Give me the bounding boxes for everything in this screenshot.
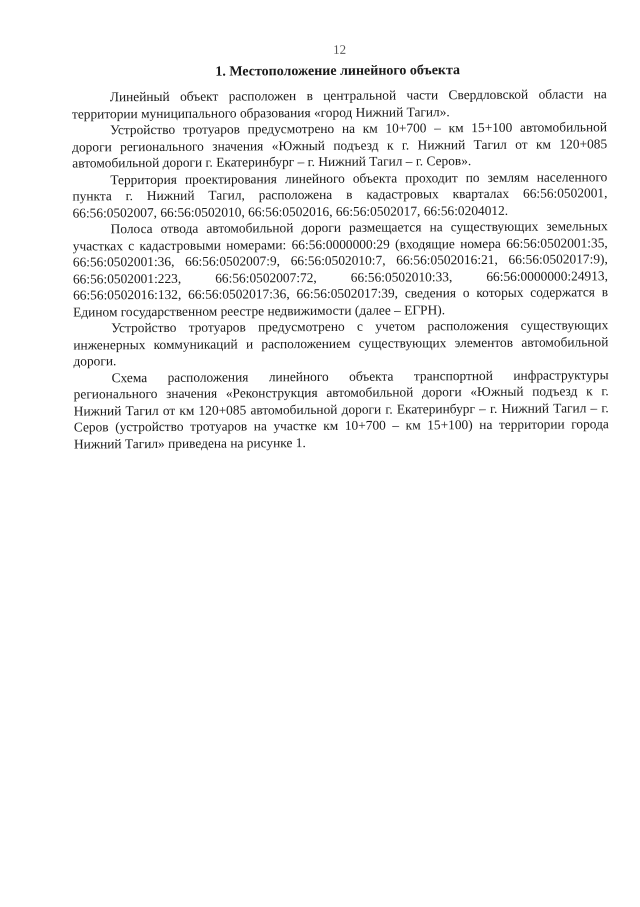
paragraph-utilities: Устройство тротуаров предусмотрено с учетом расположения существующих инженерных коммуникаций и расположением существующих элементов автомобильной дороги. [73, 317, 609, 369]
paragraph-right-of-way: Полоса отвода автомобильной дороги размещается на существующих земельных участках с кадастровыми номерами: 66:56:0000000:29 (входящие номера 66:56:0502001:35, 66:56:0502001:36, 66:56:0502007:9, 66:56:0502010:7, 66:56:0502016:21, 66:56:0502017:9), 66:56:0502001:223, 66:56:0502007:72, 66:56:0502010:33, 66:56:0000000:24913, 66:56:0502016:132, 66:56:0502017:36, 66:56:0502017:39, сведения о которых содержатся в Едином государственном реестре недвижимости (далее – ЕГРН). [72, 218, 609, 320]
body-text [72, 86, 609, 452]
paragraph-location: Линейный объект расположен в центральной части Свердловской области на территории муниципального образования «город Нижний Тагил». [71, 86, 607, 122]
paragraph-territory: Территория проектирования линейного объекта проходит по землям населенного пункта г. Нижний Тагил, расположена в кадастровых кварталах 66:56:0502001, 66:56:0502007, 66:56:0502010, 66:56:0502016, 66:56:0502017, 66:56:0204012. [72, 168, 608, 221]
section-heading: 1. Местоположение линейного объекта [215, 63, 461, 80]
paragraph-scheme: Схема расположения линейного объекта транспортной инфраструктуры регионального значения «Реконструкция автомобильной дороги «Южный подъезд к г. Нижний Тагил от км 120+085 автомобильной дороги г. Екатеринбург – г. Нижний Тагил – г. Серов (устройство тротуаров на участке км 10+700 – км 15+100) на территории города Нижний Тагил» приведена на рисунке 1. [73, 366, 609, 452]
paragraph-sidewalk-range: Устройство тротуаров предусмотрено на км 10+700 – км 15+100 автомобильной дороги регионального значения «Южный подъезд к г. Нижний Тагил от км 120+085 автомобильной дороги г. Екатеринбург – г. Нижний Тагил – г. Серов». [72, 119, 608, 171]
page-number: 12 [333, 41, 347, 57]
